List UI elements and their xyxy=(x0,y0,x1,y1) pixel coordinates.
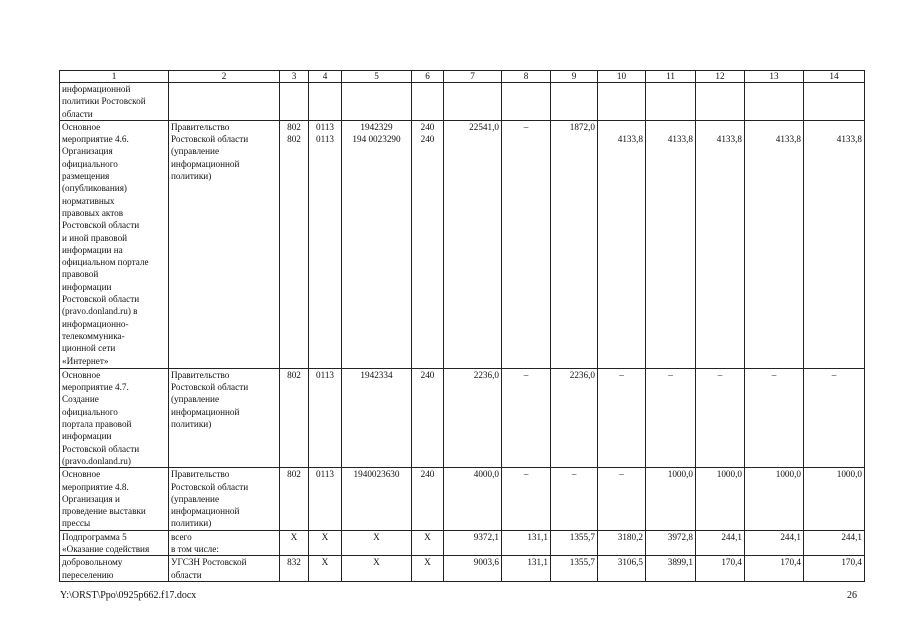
table-row xyxy=(60,530,865,556)
rzpr-cell-line: Х xyxy=(321,531,329,542)
executor-cell-line: информационной xyxy=(171,506,240,517)
executor-cell-line: Правительство xyxy=(171,369,230,380)
column-number: 12 xyxy=(696,71,745,83)
program-name-cell xyxy=(60,530,169,556)
vr-cell-line: 240 xyxy=(420,134,435,145)
program-name-cell xyxy=(60,556,169,582)
column-number: 14 xyxy=(804,71,865,83)
column-number: 1 xyxy=(60,71,169,83)
program-name-cell-line: «Оказание содействия xyxy=(62,544,150,555)
executor-cell xyxy=(169,120,280,368)
column-number: 9 xyxy=(551,71,598,83)
amount-cell-y2015: 1872,0 xyxy=(551,120,598,368)
vr-cell-line: 240 xyxy=(420,369,435,380)
program-name-cell-line: правовой xyxy=(62,269,99,280)
amount-cell-y2014: 131,1 xyxy=(502,530,551,556)
grbs-cell xyxy=(280,530,309,556)
amount-cell-y2017 xyxy=(646,83,696,121)
program-name-cell-line: Ростовской области xyxy=(62,220,140,231)
amount-cell-y2020 xyxy=(804,83,865,121)
program-name-cell-line: (pravo.donland.ru) xyxy=(62,455,131,466)
table-row xyxy=(60,556,865,582)
executor-cell-line: (управление xyxy=(171,493,220,504)
grbs-cell xyxy=(280,468,309,530)
rzpr-cell-line: Х xyxy=(321,557,329,568)
amount-cell-y2018: 170,4 xyxy=(696,556,745,582)
program-name-cell-line: информации на xyxy=(62,244,123,255)
amount-cell-y2015 xyxy=(551,83,598,121)
program-name-cell-line: размещения xyxy=(62,171,110,182)
vr-cell xyxy=(412,556,444,582)
amount-cell-total xyxy=(444,83,502,121)
csr-cell-line: 1942329 xyxy=(360,121,393,132)
program-name-cell-line: информационно- xyxy=(62,318,129,329)
amount-cell-y2019: 1000,0 xyxy=(745,468,804,530)
rzpr-cell xyxy=(309,468,342,530)
program-name-cell xyxy=(60,83,169,121)
vr-cell xyxy=(412,468,444,530)
vr-cell xyxy=(412,530,444,556)
grbs-cell-line: 802 xyxy=(287,121,301,132)
amount-cell-y2014: – xyxy=(502,368,551,467)
rzpr-cell-line: 0113 xyxy=(315,369,335,380)
amount-cell-total: 9003,6 xyxy=(444,556,502,582)
amount-cell-y2019: 4133,8 xyxy=(745,120,804,368)
program-name-cell-line: (pravo.donland.ru) в xyxy=(62,306,138,317)
amount-cell-total: 2236,0 xyxy=(444,368,502,467)
table-row xyxy=(60,120,865,368)
executor-cell-line: Правительство xyxy=(171,469,230,480)
program-name-cell-line: официального xyxy=(62,406,118,417)
column-number: 13 xyxy=(745,71,804,83)
table-row xyxy=(60,368,865,467)
amount-cell-y2018: – xyxy=(696,368,745,467)
amount-cell-total: 4000,0 xyxy=(444,468,502,530)
vr-cell xyxy=(412,120,444,368)
program-name-cell-line: и иной правовой xyxy=(62,232,128,243)
amount-cell-y2014: 131,1 xyxy=(502,556,551,582)
executor-cell-line: информационной xyxy=(171,158,240,169)
program-name-cell-line: проведение выставки xyxy=(62,506,146,517)
amount-cell-y2020: 244,1 xyxy=(804,530,865,556)
grbs-cell-line: 802 xyxy=(287,134,301,145)
program-name-cell-line: Создание xyxy=(62,394,99,405)
amount-cell-y2016 xyxy=(598,83,646,121)
executor-cell-line: политики) xyxy=(171,171,212,182)
program-name-cell-line: ционной сети xyxy=(62,343,116,354)
amount-cell-y2020: 4133,8 xyxy=(804,120,865,368)
column-number: 11 xyxy=(646,71,696,83)
executor-cell-line: в том числе: xyxy=(171,544,219,555)
program-name-cell-line: Организация и xyxy=(62,493,120,504)
column-number: 10 xyxy=(598,71,646,83)
program-name-cell-line: политики Ростовской xyxy=(62,96,146,107)
amount-cell-total: 9372,1 xyxy=(444,530,502,556)
amount-cell-y2015: – xyxy=(551,468,598,530)
csr-cell-line: Х xyxy=(373,531,380,542)
column-number-row xyxy=(60,71,865,83)
grbs-cell-line: 802 xyxy=(287,369,301,380)
rzpr-cell-line: 0113 xyxy=(315,134,335,145)
program-name-cell-line: Ростовской области xyxy=(62,294,140,305)
rzpr-cell xyxy=(309,120,342,368)
amount-cell-y2016: – xyxy=(598,468,646,530)
column-number: 7 xyxy=(444,71,502,83)
amount-cell-y2018 xyxy=(696,83,745,121)
program-name-cell-line: Основное xyxy=(62,469,101,480)
grbs-cell-line: Х xyxy=(290,531,298,542)
program-name-cell-line: Основное xyxy=(62,121,101,132)
amount-cell-y2016: – xyxy=(598,368,646,467)
program-name-cell xyxy=(60,468,169,530)
rzpr-cell xyxy=(309,83,342,121)
csr-cell-line: 1942334 xyxy=(360,369,393,380)
program-name-cell-line: официальном портале xyxy=(62,257,149,268)
program-name-cell-line: мероприятие 4.7. xyxy=(62,382,129,393)
executor-cell-line: УГСЗН Ростовской xyxy=(171,557,247,568)
csr-cell xyxy=(342,468,412,530)
column-number: 6 xyxy=(412,71,444,83)
program-name-cell-line: Подпрограмма 5 xyxy=(62,531,127,542)
executor-cell-line: области xyxy=(171,569,202,580)
executor-cell-line: политики) xyxy=(171,419,212,430)
executor-cell-line: Ростовской области xyxy=(171,382,249,393)
amount-cell-y2016: 3106,5 xyxy=(598,556,646,582)
amount-cell-y2020: – xyxy=(804,368,865,467)
amount-cell-y2018: 4133,8 xyxy=(696,120,745,368)
amount-cell-y2014: – xyxy=(502,468,551,530)
program-name-cell-line: Ростовской области xyxy=(62,443,140,454)
csr-cell xyxy=(342,556,412,582)
amount-cell-y2014: – xyxy=(502,120,551,368)
rzpr-cell xyxy=(309,530,342,556)
executor-cell xyxy=(169,468,280,530)
program-name-cell-line: (опубликования) xyxy=(62,183,127,194)
program-name-cell-line: информационной xyxy=(62,84,131,94)
executor-cell-line: Правительство xyxy=(171,121,230,132)
amount-cell-y2015: 1355,7 xyxy=(551,530,598,556)
vr-cell-line: 240 xyxy=(420,121,435,132)
grbs-cell xyxy=(280,120,309,368)
executor-cell xyxy=(169,556,280,582)
program-name-cell-line: «Интернет» xyxy=(62,355,109,366)
program-name-cell xyxy=(60,120,169,368)
grbs-cell-line: 832 xyxy=(287,557,301,568)
csr-cell-line: Х xyxy=(373,557,380,568)
vr-cell xyxy=(412,83,444,121)
rzpr-cell xyxy=(309,368,342,467)
amount-cell-y2018: 1000,0 xyxy=(696,468,745,530)
amount-cell-y2015: 1355,7 xyxy=(551,556,598,582)
budget-table xyxy=(59,70,865,582)
table-row xyxy=(60,83,865,121)
amount-cell-y2016: 4133,8 xyxy=(598,120,646,368)
amount-cell-total: 22541,0 xyxy=(444,120,502,368)
program-name-cell-line: информации xyxy=(62,431,112,442)
grbs-cell xyxy=(280,556,309,582)
executor-cell-line: всего xyxy=(171,531,192,542)
column-number: 2 xyxy=(169,71,280,83)
program-name-cell-line: мероприятие 4.6. xyxy=(62,134,129,145)
amount-cell-y2016: 3180,2 xyxy=(598,530,646,556)
csr-cell xyxy=(342,368,412,467)
vr-cell-line: Х xyxy=(424,531,431,542)
program-name-cell-line: мероприятие 4.8. xyxy=(62,481,129,492)
csr-cell-line: 1940023630 xyxy=(353,469,400,480)
file-path: Y:\ORST\Ppo\0925p662.f17.docx xyxy=(60,590,197,601)
amount-cell-y2019 xyxy=(745,83,804,121)
vr-cell xyxy=(412,368,444,467)
amount-cell-y2020: 170,4 xyxy=(804,556,865,582)
grbs-cell xyxy=(280,83,309,121)
rzpr-cell-line: 0113 xyxy=(315,121,335,132)
program-name-cell-line: добровольному xyxy=(62,557,123,568)
amount-cell-y2017: 3899,1 xyxy=(646,556,696,582)
grbs-cell-line: 802 xyxy=(287,469,301,480)
program-name-cell-line: прессы xyxy=(62,518,91,529)
column-number: 5 xyxy=(342,71,412,83)
amount-cell-y2014 xyxy=(502,83,551,121)
executor-cell-line: Ростовской области xyxy=(171,134,249,145)
csr-cell xyxy=(342,530,412,556)
program-name-cell-line: Организация xyxy=(62,146,113,157)
executor-cell-line: политики) xyxy=(171,518,212,529)
page-number: 26 xyxy=(847,590,857,601)
amount-cell-y2019: 244,1 xyxy=(745,530,804,556)
program-name-cell xyxy=(60,368,169,467)
executor-cell-line: (управление xyxy=(171,394,220,405)
vr-cell-line: Х xyxy=(424,557,431,568)
program-name-cell-line: портала правовой xyxy=(62,419,132,430)
amount-cell-y2017: 4133,8 xyxy=(646,120,696,368)
amount-cell-y2019: 170,4 xyxy=(745,556,804,582)
executor-cell-line: Ростовской области xyxy=(171,481,249,492)
rzpr-cell-line: 0113 xyxy=(315,469,335,480)
column-number: 8 xyxy=(502,71,551,83)
vr-cell-line: 240 xyxy=(420,469,435,480)
amount-cell-y2017: – xyxy=(646,368,696,467)
program-name-cell-line: официального xyxy=(62,158,118,169)
amount-cell-y2018: 244,1 xyxy=(696,530,745,556)
csr-cell-line: 194 0023290 xyxy=(352,134,401,145)
table-row xyxy=(60,468,865,530)
column-number: 3 xyxy=(280,71,309,83)
amount-cell-y2017: 3972,8 xyxy=(646,530,696,556)
amount-cell-y2019: – xyxy=(745,368,804,467)
executor-cell xyxy=(169,368,280,467)
csr-cell xyxy=(342,120,412,368)
program-name-cell-line: правовых актов xyxy=(62,207,124,218)
program-name-cell-line: информации xyxy=(62,281,112,292)
column-number: 4 xyxy=(309,71,342,83)
executor-cell-line: (управление xyxy=(171,146,220,157)
program-name-cell-line: области xyxy=(62,108,93,119)
executor-cell-line: информационной xyxy=(171,406,240,417)
executor-cell xyxy=(169,530,280,556)
amount-cell-y2020: 1000,0 xyxy=(804,468,865,530)
rzpr-cell xyxy=(309,556,342,582)
program-name-cell-line: переселению xyxy=(62,569,114,580)
csr-cell xyxy=(342,83,412,121)
program-name-cell-line: нормативных xyxy=(62,195,115,206)
grbs-cell xyxy=(280,368,309,467)
program-name-cell-line: телекоммуника- xyxy=(62,330,125,341)
executor-cell xyxy=(169,83,280,121)
amount-cell-y2015: 2236,0 xyxy=(551,368,598,467)
amount-cell-y2017: 1000,0 xyxy=(646,468,696,530)
program-name-cell-line: Основное xyxy=(62,369,101,380)
